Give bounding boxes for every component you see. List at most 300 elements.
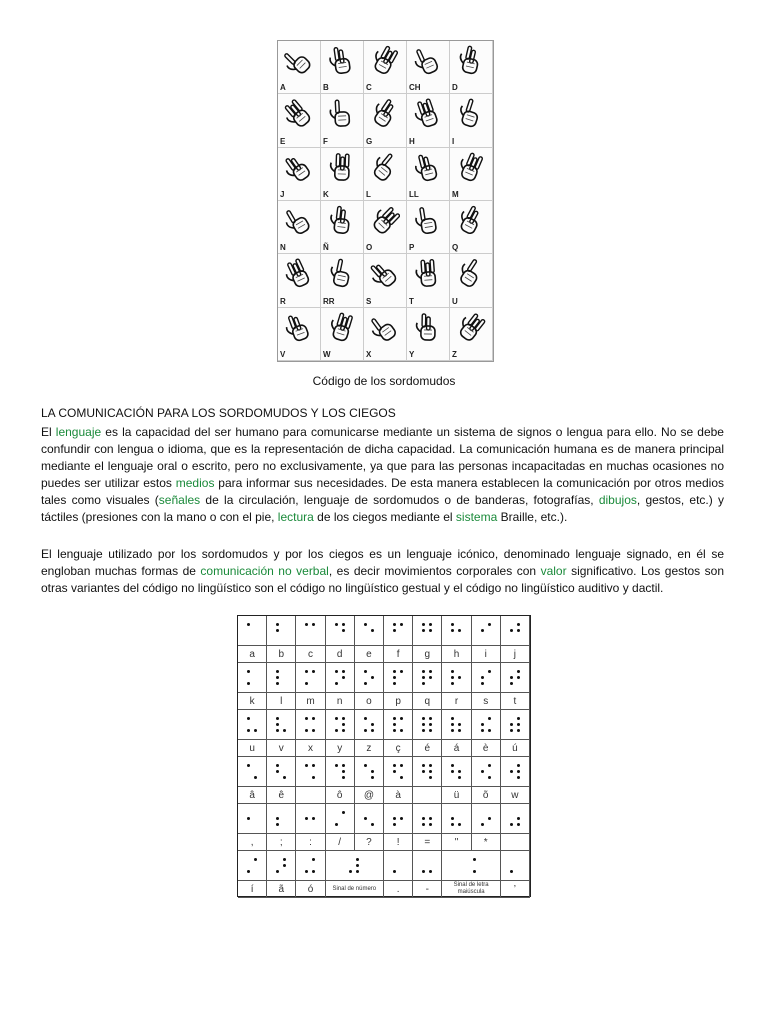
braille-dot xyxy=(283,729,286,732)
braille-dots xyxy=(451,670,462,686)
braille-dots-cell xyxy=(296,710,325,740)
hand-sign-letter: T xyxy=(409,296,414,306)
braille-label: â xyxy=(249,789,255,801)
braille-dot xyxy=(393,676,396,679)
braille-dot xyxy=(458,823,461,826)
braille-dot xyxy=(422,717,425,720)
braille-dot xyxy=(451,823,454,826)
hand-sign-icon xyxy=(284,312,314,346)
braille-label-cell xyxy=(267,881,296,898)
braille-dots xyxy=(247,623,258,639)
braille-dot xyxy=(481,623,484,626)
braille-dot xyxy=(371,811,374,814)
hand-sign-cell xyxy=(321,201,364,254)
braille-dot xyxy=(312,864,315,867)
hand-sign-letter: U xyxy=(452,296,458,306)
braille-dot xyxy=(481,823,484,826)
braille-dot xyxy=(429,670,432,673)
hand-sign-letter: K xyxy=(323,189,329,199)
braille-dot xyxy=(305,764,308,767)
braille-dots-cell xyxy=(355,804,384,834)
braille-dots-cell xyxy=(238,663,267,693)
braille-label: * xyxy=(483,836,488,848)
braille-label: , xyxy=(250,836,254,848)
braille-dot xyxy=(422,682,425,685)
highlight-term[interactable]: valor xyxy=(540,564,567,578)
braille-dot xyxy=(481,723,484,726)
braille-label: ú xyxy=(512,742,518,754)
braille-dot xyxy=(335,776,338,779)
braille-label: : xyxy=(309,836,312,848)
braille-label: q xyxy=(424,695,431,707)
braille-label-cell xyxy=(326,646,355,663)
braille-dot xyxy=(422,870,425,873)
braille-label: f xyxy=(396,648,400,660)
braille-dot xyxy=(429,823,432,826)
hand-sign-cell xyxy=(450,308,493,361)
braille-label-cell xyxy=(296,693,325,710)
braille-dots xyxy=(276,764,287,780)
braille-label: õ xyxy=(482,789,489,801)
braille-dot xyxy=(510,776,513,779)
braille-dot xyxy=(510,717,513,720)
braille-label: j xyxy=(513,648,517,660)
braille-dot xyxy=(305,623,308,626)
hand-sign-cell xyxy=(321,148,364,201)
braille-dots xyxy=(276,623,287,639)
braille-dots-cell xyxy=(326,757,355,787)
braille-label-cell xyxy=(413,834,442,851)
braille-dot xyxy=(400,864,403,867)
braille-dot xyxy=(305,635,308,638)
braille-dot xyxy=(254,817,257,820)
braille-label-cell xyxy=(384,740,413,757)
braille-label-cell xyxy=(267,787,296,804)
braille-dot xyxy=(335,670,338,673)
braille-label-cell xyxy=(296,646,325,663)
hand-sign-icon xyxy=(370,312,400,346)
highlight-term[interactable]: dibujos xyxy=(598,493,637,507)
braille-label-cell xyxy=(384,881,413,898)
braille-dot xyxy=(247,770,250,773)
braille-dot xyxy=(429,629,432,632)
braille-dot xyxy=(276,817,279,820)
braille-label-cell xyxy=(238,740,267,757)
braille-label: c xyxy=(307,648,313,660)
text-run: significativo. Los gestos son otras variantes del código no lingüístico son el código no lingüístico gestual y el código no lingüístico auditivo y dactil. xyxy=(41,564,725,595)
braille-label-cell xyxy=(238,787,267,804)
hand-sign-letter: N xyxy=(280,243,286,253)
braille-dot xyxy=(276,811,279,814)
highlight-term[interactable]: comunicación no verbal xyxy=(200,564,329,578)
hand-sign-cell xyxy=(364,41,407,94)
braille-dot xyxy=(393,770,396,773)
braille-dot xyxy=(510,764,513,767)
braille-dot xyxy=(276,635,279,638)
braille-dot xyxy=(510,864,513,867)
text-run: , gestos, etc.) y táctiles (presiones con la mano o con el pie, xyxy=(41,493,724,524)
text-run: de los ciegos mediante el xyxy=(313,510,456,524)
hand-sign-letter: I xyxy=(452,136,455,146)
braille-label: - xyxy=(425,883,429,895)
braille-dot xyxy=(283,776,286,779)
braille-label: ê xyxy=(278,789,285,801)
braille-dot xyxy=(393,776,396,779)
braille-dot xyxy=(364,670,367,673)
braille-dot xyxy=(254,823,257,826)
section-heading: LA COMUNICACIÓN PARA LOS SORDOMUDOS Y LOS CIEGOS xyxy=(41,406,396,420)
braille-dots-cell xyxy=(384,710,413,740)
braille-dot xyxy=(276,670,279,673)
braille-dot xyxy=(510,635,513,638)
braille-dots xyxy=(480,811,491,827)
hand-sign-icon xyxy=(413,98,443,132)
braille-dot xyxy=(451,676,454,679)
braille-dot xyxy=(488,770,491,773)
braille-dot xyxy=(488,623,491,626)
braille-label-cell xyxy=(355,834,384,851)
braille-dot xyxy=(400,729,403,732)
braille-label-cell xyxy=(501,787,530,804)
braille-label-cell xyxy=(355,740,384,757)
hand-sign-cell xyxy=(278,41,321,94)
braille-dot xyxy=(510,858,513,861)
braille-dot xyxy=(247,635,250,638)
braille-dot xyxy=(429,864,432,867)
hand-sign-icon xyxy=(327,312,357,346)
braille-label: ô xyxy=(336,789,343,801)
hand-sign-letter: P xyxy=(409,243,415,253)
braille-dot xyxy=(451,764,454,767)
braille-dot xyxy=(254,623,257,626)
braille-label: z xyxy=(366,742,372,754)
braille-dot xyxy=(458,670,461,673)
hand-sign-cell xyxy=(450,41,493,94)
braille-dot xyxy=(283,635,286,638)
braille-dots-cell xyxy=(326,804,355,834)
braille-dot xyxy=(429,770,432,773)
braille-label-cell xyxy=(296,881,325,898)
braille-dot xyxy=(283,864,286,867)
braille-dot xyxy=(488,676,491,679)
braille-label: ; xyxy=(279,836,283,848)
braille-label: ó xyxy=(307,883,314,895)
braille-dot xyxy=(510,723,513,726)
braille-dots-cell xyxy=(238,804,267,834)
braille-dot xyxy=(451,729,454,732)
braille-label: ã xyxy=(278,883,285,895)
text-run: Braille, etc.). xyxy=(497,510,568,524)
braille-dot xyxy=(312,676,315,679)
braille-dot xyxy=(510,682,513,685)
braille-dots-cell xyxy=(296,663,325,693)
braille-dot xyxy=(364,811,367,814)
braille-dot xyxy=(247,864,250,867)
braille-dot xyxy=(481,629,484,632)
braille-dot xyxy=(312,635,315,638)
braille-dot xyxy=(458,629,461,632)
braille-dot xyxy=(488,717,491,720)
hand-sign-cell xyxy=(450,254,493,307)
braille-dot xyxy=(451,776,454,779)
braille-dots-cell xyxy=(296,616,325,646)
braille-label: ’ xyxy=(513,883,517,895)
braille-dots xyxy=(393,717,404,733)
braille-alphabet-table xyxy=(237,615,531,897)
braille-dot xyxy=(335,623,338,626)
braille-dot xyxy=(422,864,425,867)
braille-dot xyxy=(451,817,454,820)
braille-dots-cell xyxy=(501,851,530,881)
highlight-term[interactable]: sistema xyxy=(455,510,498,524)
braille-dots xyxy=(334,623,345,639)
braille-dot xyxy=(429,764,432,767)
highlight-term[interactable]: señales xyxy=(158,493,201,507)
braille-dots xyxy=(305,623,316,639)
braille-dot xyxy=(429,717,432,720)
braille-dots xyxy=(247,717,258,733)
braille-dot xyxy=(488,670,491,673)
braille-dots xyxy=(480,670,491,686)
braille-dot xyxy=(488,629,491,632)
braille-dot xyxy=(429,811,432,814)
highlight-term[interactable]: lectura xyxy=(277,510,314,524)
braille-dot xyxy=(276,682,279,685)
braille-dots-cell xyxy=(413,804,442,834)
braille-dot xyxy=(371,770,374,773)
braille-dot xyxy=(276,776,279,779)
hand-sign-letter: B xyxy=(323,83,329,93)
braille-dots-cell xyxy=(413,710,442,740)
braille-dot xyxy=(342,629,345,632)
braille-dot xyxy=(247,676,250,679)
braille-dots-cell xyxy=(355,663,384,693)
hand-sign-letter: R xyxy=(280,296,286,306)
braille-dot xyxy=(335,770,338,773)
braille-dot xyxy=(356,864,359,867)
braille-dot xyxy=(488,764,491,767)
braille-dot xyxy=(254,635,257,638)
braille-dot xyxy=(429,676,432,679)
braille-label-cell xyxy=(296,740,325,757)
braille-dot xyxy=(254,870,257,873)
braille-label: ü xyxy=(453,789,460,801)
braille-dots xyxy=(305,858,316,874)
hand-sign-cell xyxy=(278,148,321,201)
hand-sign-cell xyxy=(364,308,407,361)
braille-dot xyxy=(349,858,352,861)
text-run: para informar sus necesidades. De esta manera establecen la comunicación por otros medios tales como visuales ( xyxy=(41,476,724,507)
braille-dot xyxy=(305,870,308,873)
braille-dot xyxy=(305,858,308,861)
braille-dot xyxy=(481,770,484,773)
braille-label-cell xyxy=(326,834,355,851)
hand-sign-cell xyxy=(450,201,493,254)
braille-dot xyxy=(393,870,396,873)
hand-sign-letter: Ñ xyxy=(323,243,329,253)
braille-dot xyxy=(305,729,308,732)
braille-dots xyxy=(247,670,258,686)
braille-dot xyxy=(517,764,520,767)
braille-dot xyxy=(517,682,520,685)
braille-label: Sinal de número xyxy=(332,885,377,892)
braille-label-cell xyxy=(472,740,501,757)
braille-dots xyxy=(393,623,404,639)
braille-dot xyxy=(429,858,432,861)
braille-dot xyxy=(312,817,315,820)
braille-dots xyxy=(509,623,520,639)
braille-dot xyxy=(276,676,279,679)
braille-dots-cell xyxy=(501,757,530,787)
braille-dot xyxy=(364,776,367,779)
hand-sign-icon xyxy=(456,98,486,132)
braille-dot xyxy=(481,682,484,685)
braille-dot xyxy=(422,817,425,820)
braille-dots-cell xyxy=(472,757,501,787)
braille-label: l xyxy=(280,695,283,707)
braille-dot xyxy=(342,676,345,679)
braille-dot xyxy=(451,670,454,673)
braille-label-cell xyxy=(413,881,442,898)
braille-dots-cell xyxy=(326,710,355,740)
braille-dot xyxy=(510,823,513,826)
braille-dot xyxy=(429,623,432,626)
hand-sign-icon xyxy=(413,312,443,346)
braille-label: / xyxy=(338,836,342,848)
braille-dot xyxy=(488,682,491,685)
braille-label-cell xyxy=(326,881,384,898)
figure-caption: Código de los sordomudos xyxy=(312,374,456,388)
braille-dot xyxy=(422,729,425,732)
braille-label-cell xyxy=(472,834,501,851)
braille-dot xyxy=(371,635,374,638)
braille-dot xyxy=(276,723,279,726)
hand-sign-cell xyxy=(321,94,364,147)
braille-label-cell xyxy=(442,693,471,710)
braille-dot xyxy=(247,811,250,814)
braille-dot xyxy=(393,723,396,726)
braille-dot xyxy=(400,770,403,773)
braille-dot xyxy=(254,676,257,679)
braille-label: è xyxy=(482,742,489,754)
braille-dot xyxy=(283,858,286,861)
braille-dot xyxy=(276,629,279,632)
braille-dot xyxy=(247,764,250,767)
braille-dots-cell xyxy=(442,851,500,881)
braille-label-cell xyxy=(238,881,267,898)
braille-label-cell xyxy=(384,693,413,710)
braille-dot xyxy=(422,858,425,861)
hand-sign-icon xyxy=(413,152,443,186)
braille-dot xyxy=(247,870,250,873)
braille-dots xyxy=(363,764,374,780)
braille-dot xyxy=(371,823,374,826)
braille-dot xyxy=(393,729,396,732)
hand-sign-cell xyxy=(364,254,407,307)
braille-dot xyxy=(305,723,308,726)
hand-sign-cell xyxy=(407,148,450,201)
text-run: El xyxy=(41,425,56,439)
highlight-term[interactable]: lenguaje xyxy=(55,425,102,439)
braille-dot xyxy=(510,811,513,814)
braille-dot xyxy=(466,870,469,873)
braille-dot xyxy=(393,717,396,720)
braille-dots-cell xyxy=(267,616,296,646)
braille-dot xyxy=(312,870,315,873)
hand-sign-letter: Y xyxy=(409,349,415,359)
hand-sign-icon xyxy=(327,205,357,239)
braille-dots xyxy=(509,858,520,874)
braille-dots xyxy=(334,811,345,827)
braille-dot xyxy=(254,864,257,867)
braille-dot xyxy=(335,729,338,732)
braille-dots xyxy=(247,811,258,827)
braille-dots xyxy=(363,670,374,686)
braille-dot xyxy=(305,823,308,826)
braille-dot xyxy=(517,623,520,626)
braille-dots-cell xyxy=(296,851,325,881)
highlight-term[interactable]: medios xyxy=(175,476,215,490)
braille-dot xyxy=(422,623,425,626)
braille-dot xyxy=(335,817,338,820)
braille-label: h xyxy=(453,648,460,660)
braille-dot xyxy=(510,817,513,820)
braille-dot xyxy=(458,635,461,638)
braille-dot xyxy=(400,858,403,861)
braille-dot xyxy=(517,770,520,773)
braille-dot xyxy=(422,670,425,673)
braille-label-cell xyxy=(413,646,442,663)
braille-dot xyxy=(283,670,286,673)
braille-dot xyxy=(458,770,461,773)
hand-sign-icon xyxy=(284,98,314,132)
hand-sign-icon xyxy=(370,98,400,132)
braille-dot xyxy=(429,776,432,779)
hand-sign-letter: D xyxy=(452,83,458,93)
braille-dot xyxy=(451,623,454,626)
braille-dot xyxy=(510,623,513,626)
braille-dot xyxy=(510,676,513,679)
braille-dot xyxy=(305,676,308,679)
hand-sign-cell xyxy=(321,308,364,361)
braille-dot xyxy=(400,629,403,632)
braille-dot xyxy=(342,729,345,732)
braille-dot xyxy=(481,676,484,679)
braille-dot xyxy=(247,629,250,632)
braille-dot xyxy=(422,770,425,773)
braille-dot xyxy=(335,811,338,814)
braille-dot xyxy=(276,729,279,732)
braille-dot xyxy=(364,770,367,773)
braille-dot xyxy=(371,682,374,685)
braille-dot xyxy=(283,870,286,873)
braille-dot xyxy=(510,729,513,732)
braille-label-cell xyxy=(442,646,471,663)
braille-dot xyxy=(312,670,315,673)
braille-label: u xyxy=(249,742,255,754)
braille-dot xyxy=(393,864,396,867)
braille-dots xyxy=(247,764,258,780)
hand-sign-cell xyxy=(321,254,364,307)
braille-dot xyxy=(335,635,338,638)
braille-dot xyxy=(364,823,367,826)
hand-sign-cell xyxy=(278,254,321,307)
text-run: , es decir movimientos corporales con xyxy=(328,564,541,578)
braille-label: @ xyxy=(363,789,374,801)
braille-label: s xyxy=(483,695,489,707)
braille-dot xyxy=(517,717,520,720)
braille-label-cell xyxy=(472,646,501,663)
